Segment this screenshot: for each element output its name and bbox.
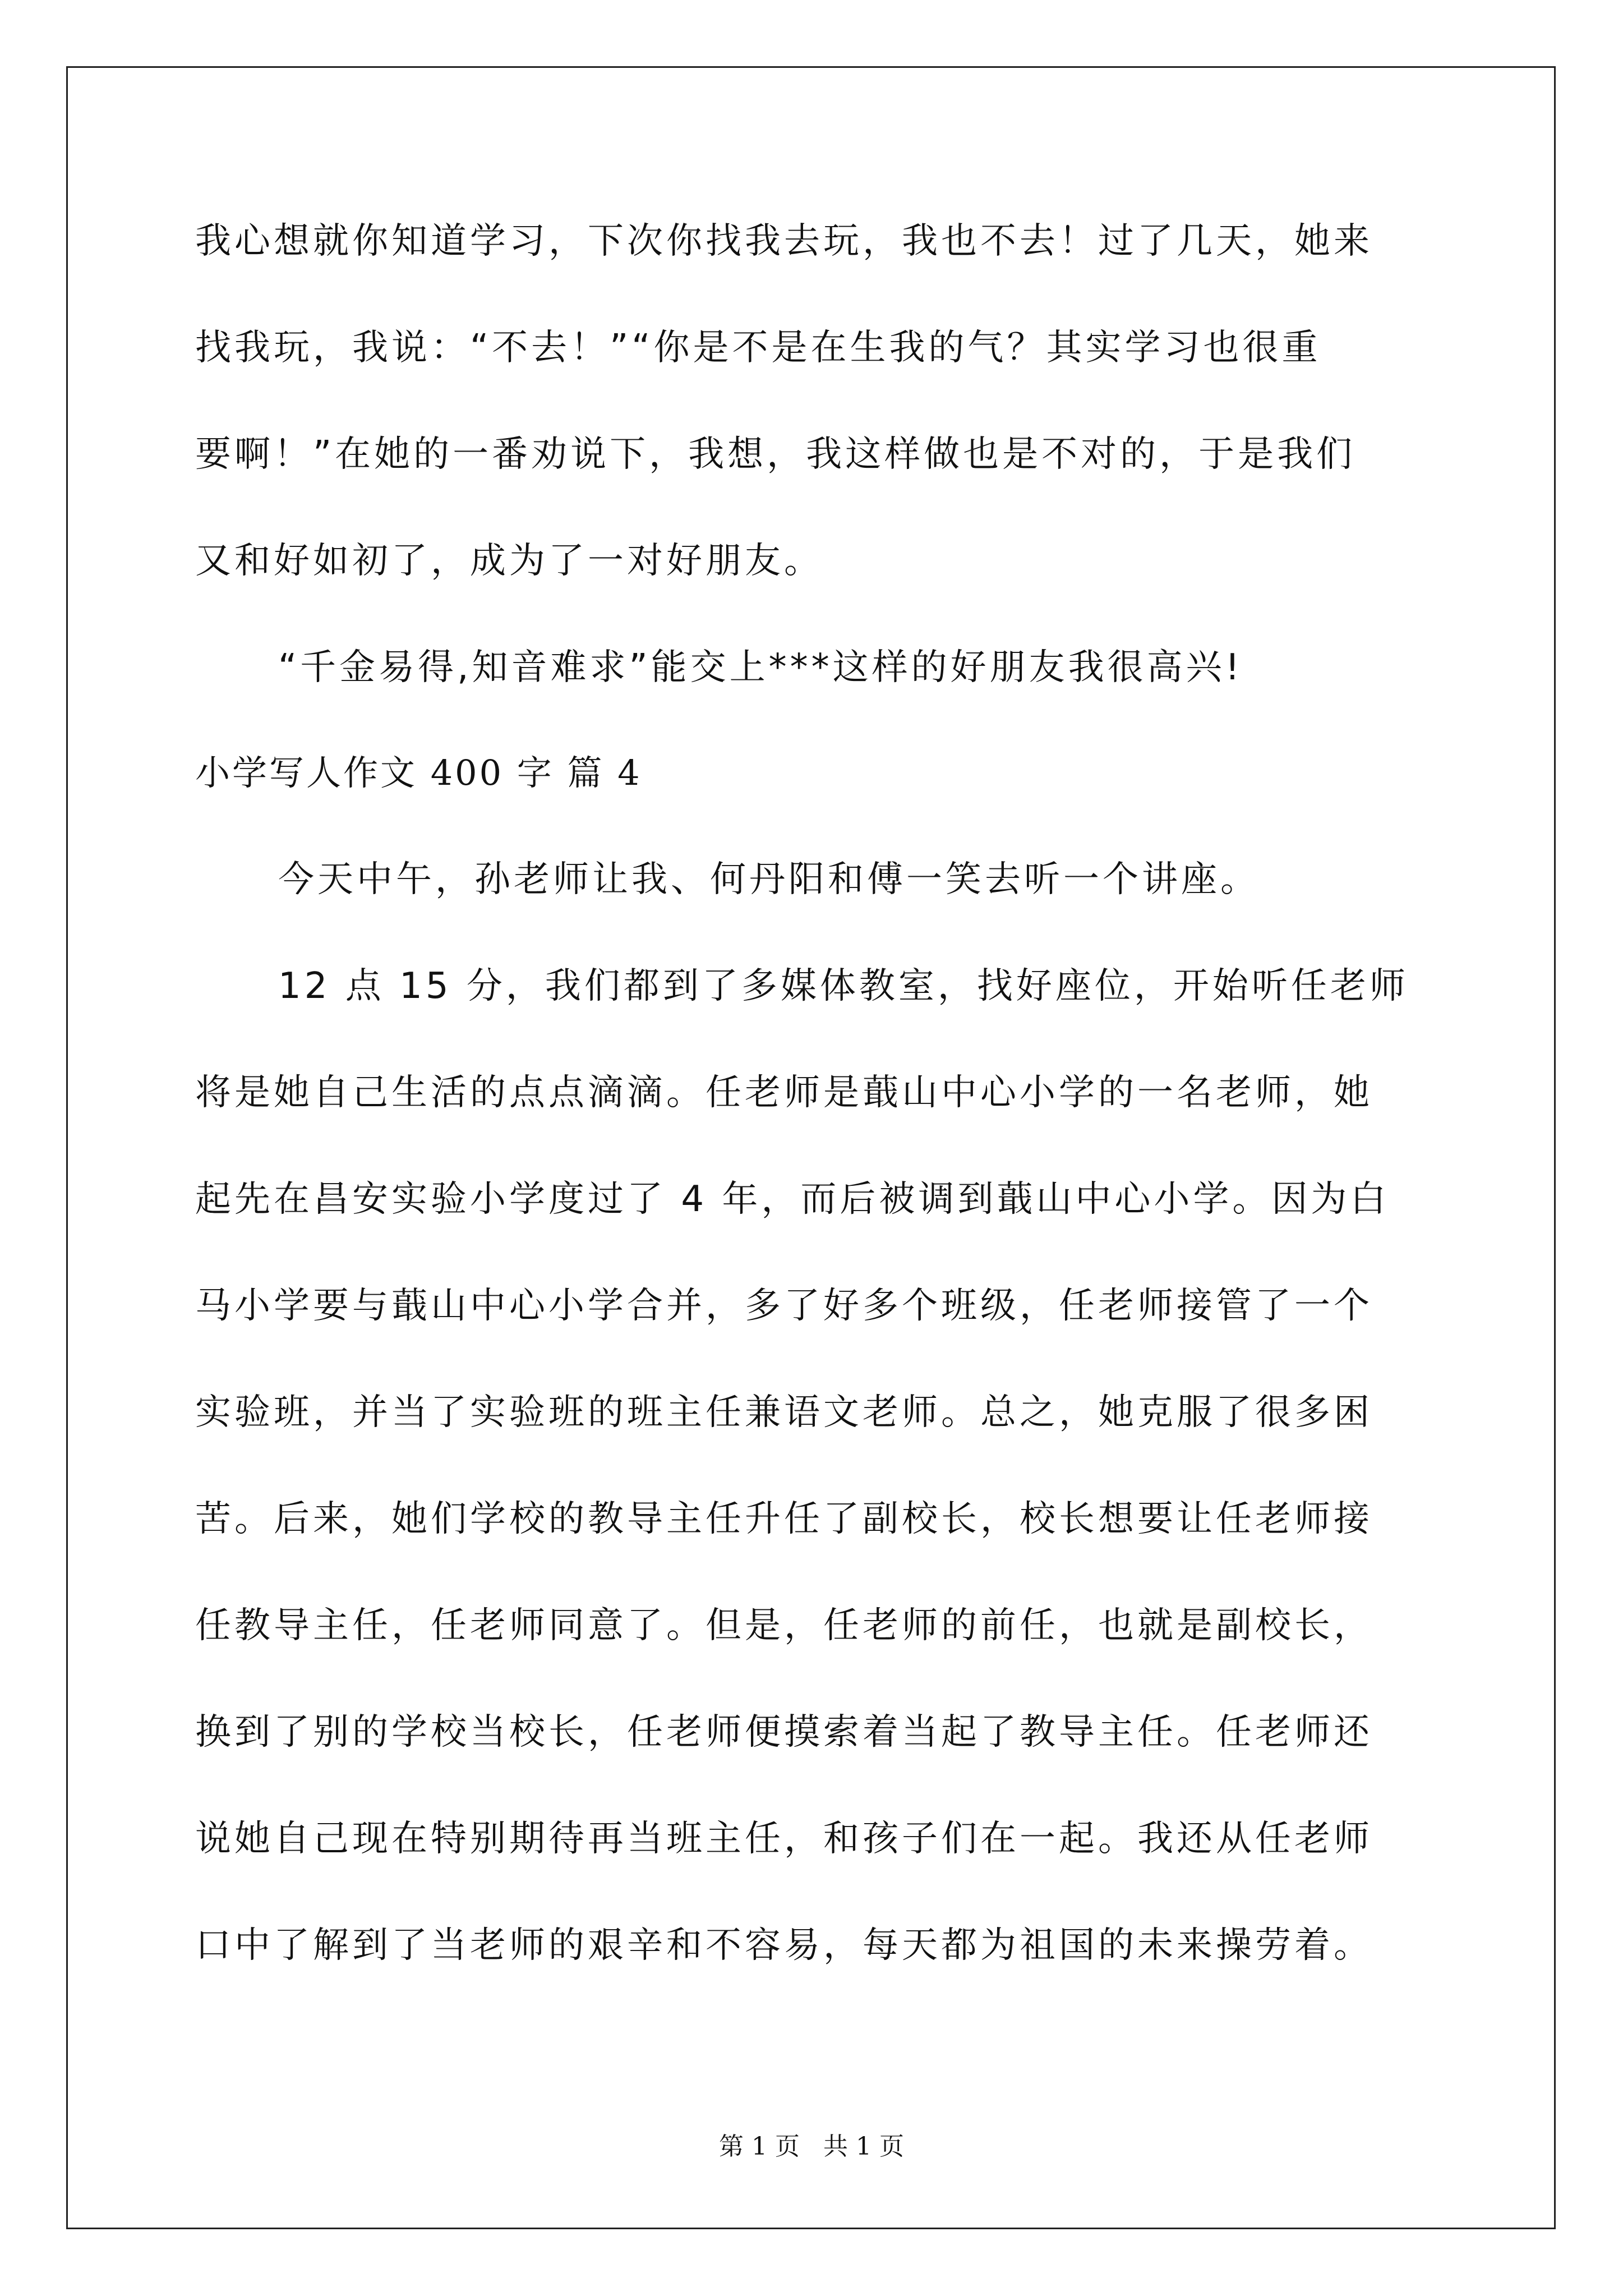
text-line: 换到了别的学校当校长，任老师便摸索着当起了教导主任。任老师还 (195, 1711, 1373, 1753)
text-line: 要啊！”在她的一番劝说下，我想，我这样做也是不对的，于是我们 (195, 434, 1356, 475)
text-line: 说她自己现在特别期待再当班主任，和孩子们在一起。我还从任老师 (195, 1818, 1373, 1860)
text-line: 找我玩，我说：“不去！”“你是不是在生我的气？其实学习也很重 (195, 327, 1321, 369)
closing-line: “千金易得,知音难求”能交上***这样的好朋友我很高兴! (278, 647, 1243, 688)
section-heading: 小学写人作文 400 字 篇 4 (195, 752, 642, 793)
paragraph-first-line: 今天中午，孙老师让我、何丹阳和傅一笑去听一个讲座。 (278, 859, 1260, 900)
text-line: 又和好如初了，成为了一对好朋友。 (195, 540, 823, 582)
page-number-total: 共 1 页 (823, 2132, 904, 2161)
text-line: 苦。后来，她们学校的教导主任升任了副校长，校长想要让任老师接 (195, 1498, 1373, 1540)
text-line: 任教导主任，任老师同意了。但是，任老师的前任，也就是副校长， (195, 1605, 1373, 1646)
text-line: 马小学要与蕺山中心小学合并，多了好多个班级，任老师接管了一个 (195, 1285, 1373, 1327)
page-border (66, 66, 1556, 2229)
text-line: 我心想就你知道学习，下次你找我去玩，我也不去！过了几天，她来 (195, 220, 1373, 262)
text-line: 实验班，并当了实验班的班主任兼语文老师。总之，她克服了很多困 (195, 1392, 1373, 1433)
page-footer (0, 2126, 1623, 2162)
text-line: 将是她自己生活的点点滴滴。任老师是蕺山中心小学的一名老师，她 (195, 1072, 1373, 1114)
page-number-current: 第 1 页 (719, 2132, 800, 2161)
text-line: 口中了解到了当老师的艰辛和不容易，每天都为祖国的未来操劳着。 (195, 1925, 1373, 1966)
text-line: 12 点 15 分，我们都到了多媒体教室，找好座位，开始听任老师 (278, 965, 1409, 1007)
text-line: 起先在昌安实验小学度过了 4 年，而后被调到蕺山中心小学。因为白 (195, 1179, 1390, 1220)
